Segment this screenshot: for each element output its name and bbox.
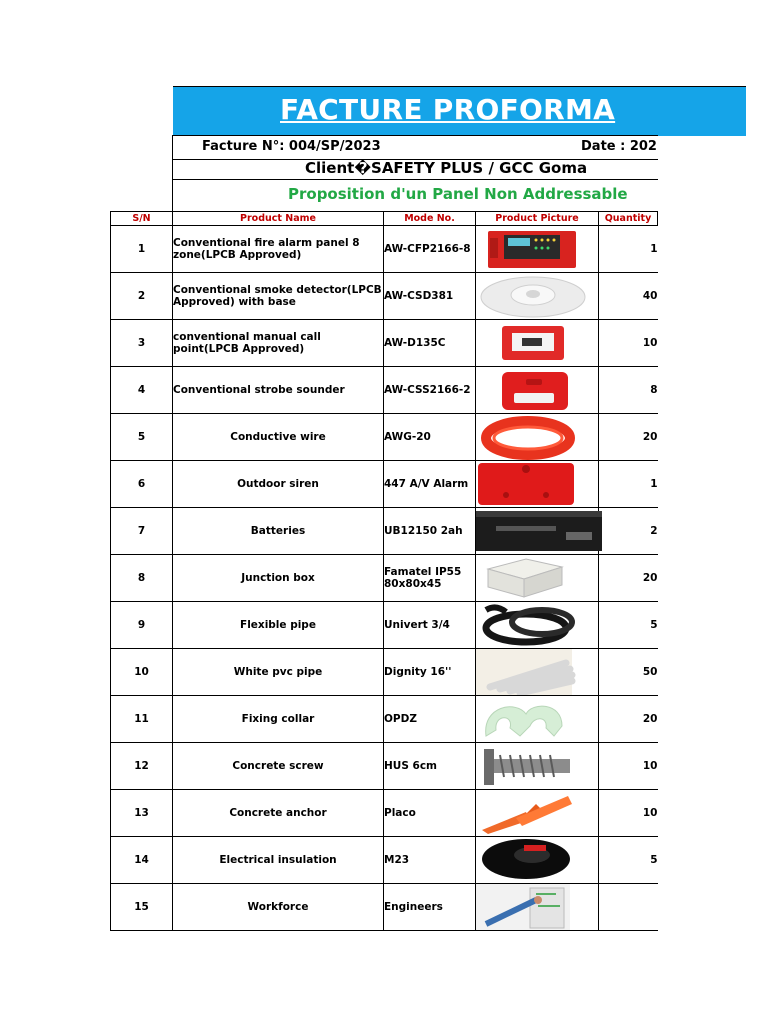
table-row — [111, 414, 658, 461]
header-product-picture: Product Picture — [476, 212, 599, 226]
row-product-name: Junction box — [173, 555, 384, 602]
row-mode-no: AW-CSD381 — [384, 273, 476, 320]
row-product-name: Conventional strobe sounder — [173, 367, 384, 414]
row-quantity: 8 — [599, 367, 658, 414]
row-quantity: 20 — [599, 555, 658, 602]
row-mode-no: AWG-20 — [384, 414, 476, 461]
table-row — [111, 226, 658, 273]
row-product-name: Conventional smoke detector(LPCB Approved) with base — [173, 273, 384, 320]
row-picture-cell — [476, 414, 599, 461]
row-sn: 8 — [111, 555, 173, 602]
document-title: FACTURE PROFORMA — [280, 93, 616, 126]
row-product-name: conventional manual call point(LPCB Approved) — [173, 320, 384, 367]
row-quantity: 5 — [599, 602, 658, 649]
row-mode-no: Univert 3/4 — [384, 602, 476, 649]
row-sn: 7 — [111, 508, 173, 555]
items-table — [110, 211, 658, 931]
call-point-image — [476, 320, 604, 366]
concrete-screw-image — [476, 743, 604, 789]
row-mode-no: OPDZ — [384, 696, 476, 743]
row-product-name: Conventional fire alarm panel 8 zone(LPCB Approved) — [173, 226, 384, 273]
client-name: Client�SAFETY PLUS / GCC Goma — [305, 159, 588, 177]
row-picture-cell — [476, 790, 599, 837]
table-row — [111, 508, 658, 555]
row-mode-no: M23 — [384, 837, 476, 884]
row-quantity: 5 — [599, 837, 658, 884]
row-picture-cell — [476, 273, 599, 320]
concrete-anchor-image — [476, 790, 604, 836]
header-quantity: Quantity — [599, 212, 658, 226]
strobe-sounder-image — [476, 367, 604, 413]
insulation-tape-image — [476, 837, 604, 883]
smoke-detector-image — [476, 273, 604, 319]
row-mode-no: AW-D135C — [384, 320, 476, 367]
wire-coil-image — [476, 414, 604, 460]
row-quantity: 10 — [599, 320, 658, 367]
row-sn: 11 — [111, 696, 173, 743]
table-row — [111, 696, 658, 743]
row-picture-cell — [476, 461, 599, 508]
row-quantity: 50 — [599, 649, 658, 696]
row-quantity: 20 — [599, 696, 658, 743]
proposal-title: Proposition d'un Panel Non Addressable — [288, 185, 628, 203]
row-sn: 10 — [111, 649, 173, 696]
row-product-name: Electrical insulation — [173, 837, 384, 884]
row-quantity: 10 — [599, 743, 658, 790]
row-mode-no: UB12150 2ah — [384, 508, 476, 555]
row-sn: 12 — [111, 743, 173, 790]
table-row — [111, 884, 658, 931]
row-quantity: 40 — [599, 273, 658, 320]
row-picture-cell — [476, 743, 599, 790]
row-sn: 13 — [111, 790, 173, 837]
table-row — [111, 555, 658, 602]
battery-image — [476, 508, 604, 554]
row-quantity: 10 — [599, 790, 658, 837]
row-sn: 4 — [111, 367, 173, 414]
row-mode-no: AW-CFP2166-8 — [384, 226, 476, 273]
table-row — [111, 320, 658, 367]
row-product-name: Workforce — [173, 884, 384, 931]
row-quantity: 1 — [599, 226, 658, 273]
row-sn: 15 — [111, 884, 173, 931]
row-mode-no: Placo — [384, 790, 476, 837]
row-mode-no: AW-CSS2166-2 — [384, 367, 476, 414]
table-row — [111, 837, 658, 884]
workforce-image — [476, 884, 604, 930]
title-banner — [173, 86, 746, 136]
fire-alarm-panel-image — [476, 226, 604, 272]
row-sn: 1 — [111, 226, 173, 273]
row-quantity: 2 — [599, 508, 658, 555]
table-header-row — [111, 212, 658, 226]
row-sn: 3 — [111, 320, 173, 367]
row-mode-no: Engineers — [384, 884, 476, 931]
row-mode-no: Famatel IP55 80x80x45 — [384, 555, 476, 602]
table-row — [111, 273, 658, 320]
proposal-row — [172, 180, 658, 212]
junction-box-image — [476, 555, 604, 601]
outdoor-siren-image — [476, 461, 604, 507]
row-picture-cell — [476, 320, 599, 367]
row-product-name: Concrete anchor — [173, 790, 384, 837]
row-product-name: Flexible pipe — [173, 602, 384, 649]
row-picture-cell — [476, 837, 599, 884]
row-product-name: Concrete screw — [173, 743, 384, 790]
row-sn: 6 — [111, 461, 173, 508]
row-mode-no: Dignity 16'' — [384, 649, 476, 696]
row-mode-no: 447 A/V Alarm — [384, 461, 476, 508]
row-sn: 5 — [111, 414, 173, 461]
table-row — [111, 649, 658, 696]
row-picture-cell — [476, 555, 599, 602]
row-sn: 2 — [111, 273, 173, 320]
header-sn: S/N — [111, 212, 173, 226]
pvc-pipe-image — [476, 649, 604, 695]
row-product-name: Batteries — [173, 508, 384, 555]
header-mode-no: Mode No. — [384, 212, 476, 226]
fixing-collar-image — [476, 696, 604, 742]
row-quantity — [599, 884, 658, 931]
table-row — [111, 461, 658, 508]
row-mode-no: HUS 6cm — [384, 743, 476, 790]
row-picture-cell — [476, 367, 599, 414]
row-picture-cell — [476, 884, 599, 931]
header-product-name: Product Name — [173, 212, 384, 226]
row-product-name: Outdoor siren — [173, 461, 384, 508]
row-picture-cell — [476, 508, 599, 555]
row-picture-cell — [476, 226, 599, 273]
row-product-name: Fixing collar — [173, 696, 384, 743]
invoice-info-row — [172, 135, 658, 160]
flexible-pipe-image — [476, 602, 604, 648]
table-row — [111, 790, 658, 837]
table-row — [111, 602, 658, 649]
row-sn: 9 — [111, 602, 173, 649]
row-quantity: 20 — [599, 414, 658, 461]
client-row — [172, 159, 658, 180]
invoice-number: Facture N°: 004/SP/2023 — [202, 139, 381, 154]
row-quantity: 1 — [599, 461, 658, 508]
row-picture-cell — [476, 696, 599, 743]
row-picture-cell — [476, 649, 599, 696]
table-row — [111, 367, 658, 414]
row-product-name: White pvc pipe — [173, 649, 384, 696]
invoice-date: Date : 202 — [581, 139, 657, 154]
row-product-name: Conductive wire — [173, 414, 384, 461]
row-sn: 14 — [111, 837, 173, 884]
table-row — [111, 743, 658, 790]
row-picture-cell — [476, 602, 599, 649]
